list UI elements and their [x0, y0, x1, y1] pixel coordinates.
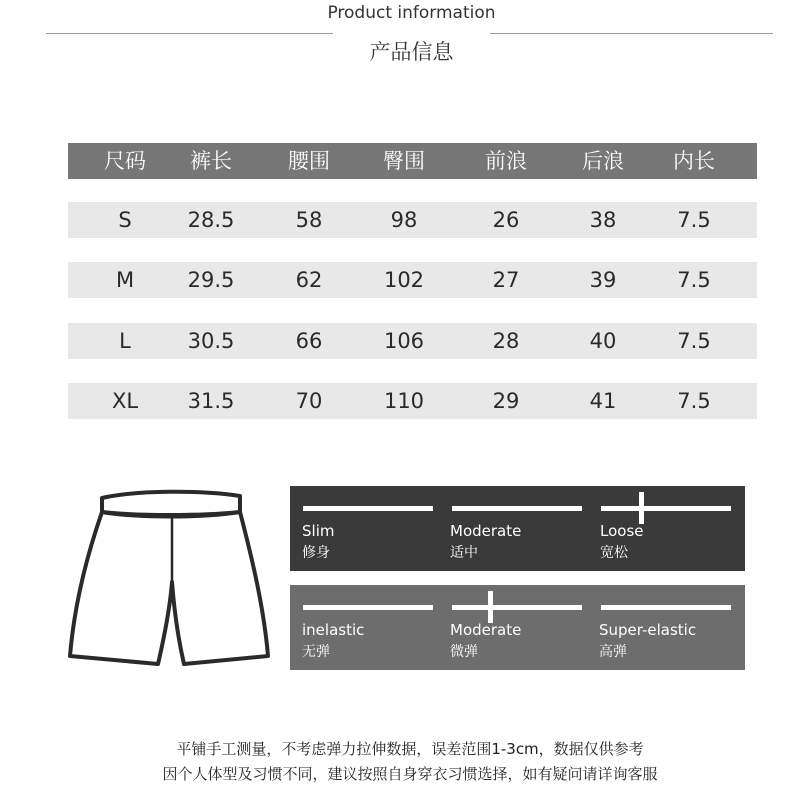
- length-value: 31.5: [187, 389, 235, 413]
- column-header-inseam: 内长: [673, 149, 715, 173]
- length-value: 30.5: [187, 329, 235, 353]
- size-table-header-row: [68, 143, 757, 179]
- stretch-scale-panel: [290, 585, 745, 670]
- shorts-illustration-icon: [62, 488, 276, 672]
- header-divider-right: [490, 33, 773, 34]
- fit-bar-loose: [601, 506, 731, 511]
- column-header-front-rise: 前浪: [485, 149, 527, 173]
- column-header-waist: 腰围: [288, 149, 330, 173]
- size-row-l: [68, 323, 757, 359]
- inseam-value: 7.5: [677, 329, 711, 353]
- column-header-back-rise: 后浪: [582, 149, 624, 173]
- back-rise-value: 39: [589, 268, 617, 292]
- fit-label-moderate-zh: 适中: [450, 545, 478, 561]
- front-rise-value: 26: [492, 208, 520, 232]
- inseam-value: 7.5: [677, 208, 711, 232]
- fit-label-slim-en: Slim: [302, 522, 335, 540]
- stretch-label-inelastic-zh: 无弹: [302, 644, 330, 660]
- title-english: Product information: [327, 3, 496, 23]
- stretch-label-moderate-en: Moderate: [450, 621, 522, 639]
- stretch-bar-inelastic: [303, 605, 433, 610]
- fit-label-loose-en: Loose: [600, 522, 644, 540]
- size-label: XL: [111, 389, 139, 413]
- fit-label-slim-zh: 修身: [302, 545, 330, 561]
- fit-scale-panel: [290, 486, 745, 571]
- front-rise-value: 29: [492, 389, 520, 413]
- column-header-length: 裤长: [190, 149, 232, 173]
- fit-bar-slim: [303, 506, 433, 511]
- length-value: 29.5: [187, 268, 235, 292]
- fit-selected-marker: [639, 492, 644, 524]
- size-label: L: [119, 329, 131, 353]
- inseam-value: 7.5: [677, 268, 711, 292]
- hip-value: 110: [383, 389, 425, 413]
- waist-value: 58: [295, 208, 323, 232]
- front-rise-value: 28: [492, 329, 520, 353]
- fit-label-moderate-en: Moderate: [450, 522, 522, 540]
- size-label: M: [115, 268, 135, 292]
- stretch-label-super-elastic-zh: 高弹: [599, 644, 627, 660]
- stretch-bar-super-elastic: [601, 605, 731, 610]
- measurement-note: 平铺手工测量，不考虑弹力拉伸数据，误差范围1-3cm，数据仅供参考: [176, 740, 644, 758]
- hip-value: 98: [390, 208, 418, 232]
- selection-advice-note: 因个人体型及习惯不同，建议按照自身穿衣习惯选择，如有疑问请详询客服: [162, 765, 658, 783]
- size-label: S: [118, 208, 132, 232]
- header-divider-left: [46, 33, 333, 34]
- fit-bar-moderate: [452, 506, 582, 511]
- stretch-label-inelastic-en: inelastic: [302, 621, 365, 639]
- size-row-m: [68, 262, 757, 298]
- size-row-xl: [68, 383, 757, 419]
- fit-label-loose-zh: 宽松: [600, 545, 628, 561]
- front-rise-value: 27: [492, 268, 520, 292]
- stretch-bar-moderate: [452, 605, 582, 610]
- length-value: 28.5: [187, 208, 235, 232]
- back-rise-value: 41: [589, 389, 617, 413]
- column-header-hip: 臀围: [383, 149, 425, 173]
- size-row-s: [68, 202, 757, 238]
- stretch-label-super-elastic-en: Super-elastic: [599, 621, 697, 639]
- section-header: [0, 0, 800, 70]
- back-rise-value: 38: [589, 208, 617, 232]
- column-header-size: 尺码: [104, 149, 146, 173]
- waist-value: 62: [295, 268, 323, 292]
- waist-value: 70: [295, 389, 323, 413]
- waist-value: 66: [295, 329, 323, 353]
- stretch-label-moderate-zh: 微弹: [450, 644, 478, 660]
- back-rise-value: 40: [589, 329, 617, 353]
- title-chinese: 产品信息: [369, 40, 454, 64]
- hip-value: 106: [383, 329, 425, 353]
- stretch-selected-marker: [488, 591, 493, 623]
- inseam-value: 7.5: [677, 389, 711, 413]
- hip-value: 102: [383, 268, 425, 292]
